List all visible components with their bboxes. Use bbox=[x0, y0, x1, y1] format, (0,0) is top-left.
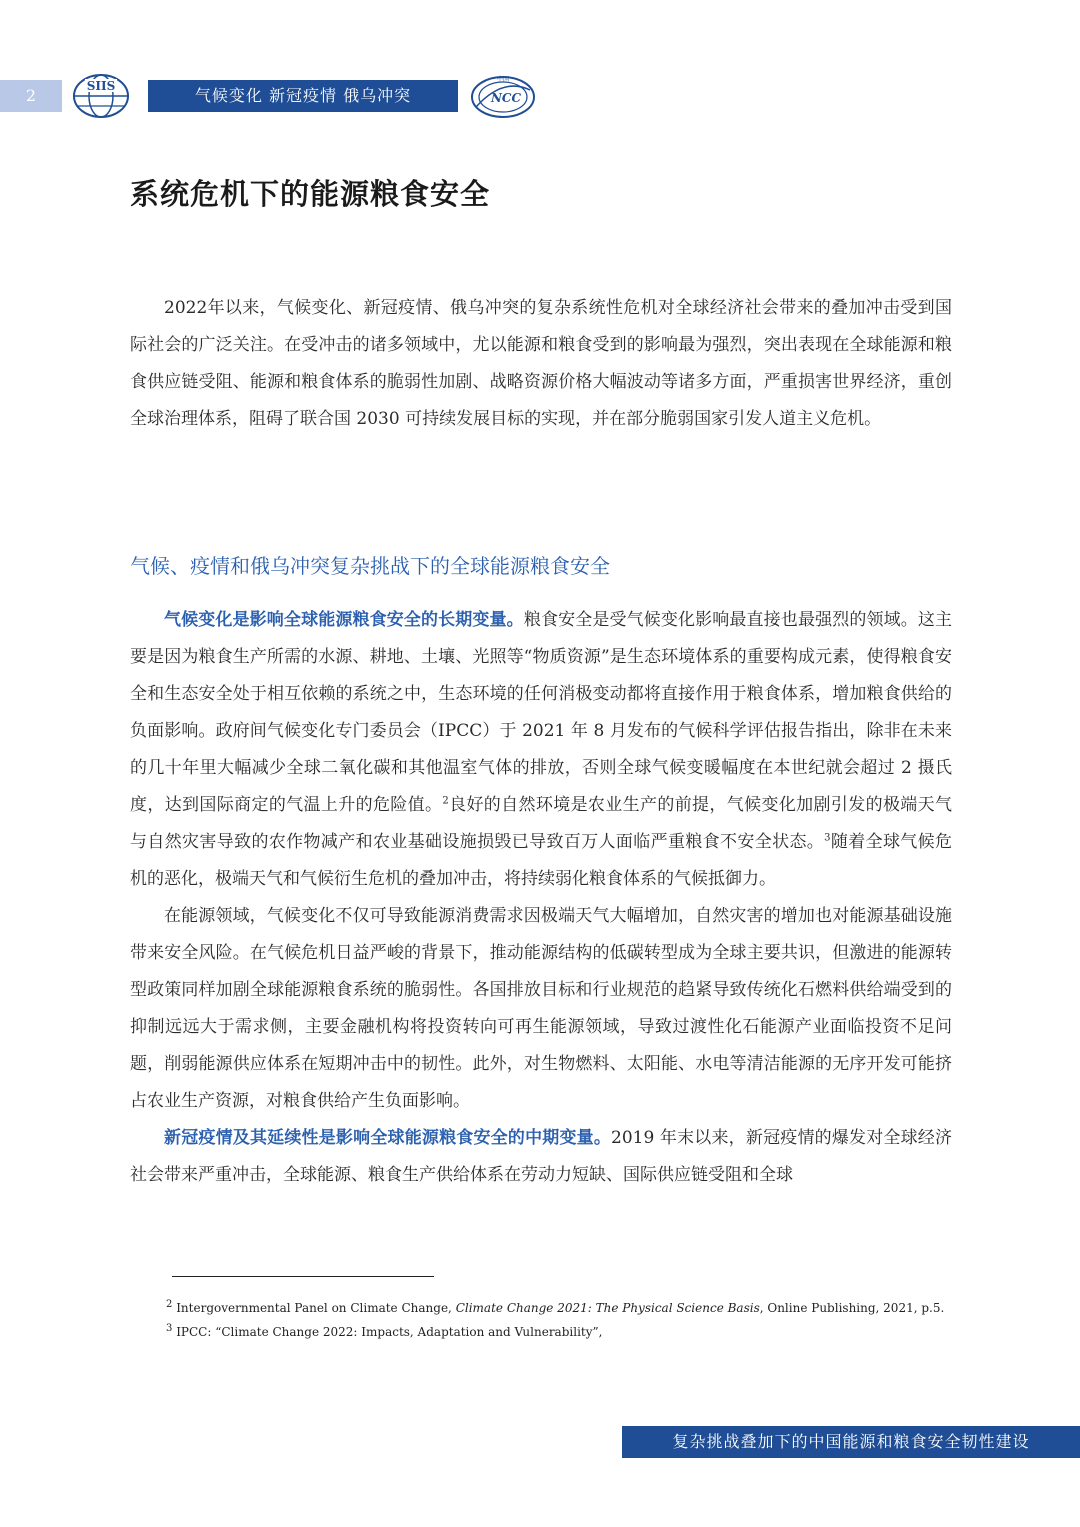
paragraph-energy: 在能源领域，气候变化不仅可导致能源消费需求因极端天气大幅增加，自然灾害的增加也对能源基础设施带来安全风险。在气候危机日益严峻的背景下，推动能源结构的低碳转型成为全球主要共识，但激进的能源转型政策同样加剧全球能源粮食系统的脆弱性。各国排放目标和行业规范的趋紧导致传统化石燃料供给端受到的抑制远远大于需求侧，主要金融机构将投资转向可再生能源领域，导致过渡性化石能源产业面临投资不足问题，削弱能源供应体系在短期冲击中的韧性。此外，对生物燃料、太阳能、水电等清洁能源的无序开发可能挤占农业生产资源，对粮食供给产生负面影响。 bbox=[130, 906, 952, 1111]
paragraph-text: 粮食安全是受气候变化影响最直接也最强烈的领域。这主要是因为粮食生产所需的水源、耕地、土壤、光照等“物质资源”是生态环境体系的重要构成元素，使得粮食安全和生态安全处于相互依赖的系统之中，生态环境的任何消极变动都将直接作用于粮食体系，增加粮食供给的负面影响。政府间气候变化专门委员会（IPCC）于 2021 年 8 月发布的气候科学评估报告指出，除非在未来的几十年里大幅减少全球二氧化碳和其他温室气体的排放，否则全球气候变暖幅度在本世纪就会超过 2 摄氏度，达到国际商定的气温上升的危险值。 bbox=[130, 610, 953, 815]
paragraph-text: 随着全球气候危机的恶化，极端天气和气候衍生危机的叠加冲击，将持续弱化粮食体系的气候抵御力。 bbox=[130, 832, 953, 889]
paragraph-covid bbox=[130, 1120, 952, 1194]
footnote-ref: 3 bbox=[824, 832, 831, 844]
ncc-logo-text: NCC bbox=[490, 91, 522, 105]
ncc-logo bbox=[468, 72, 538, 120]
siis-logo-text: SIIS bbox=[86, 79, 116, 93]
paragraph-text: 2019 年末以来，新冠疫情的爆发对全球经济社会带来严重冲击，全球能源、粮食生产供给体系在劳动力短缺、国际供应链受阻和全球 bbox=[130, 1128, 953, 1185]
footnote-text: , Online Publishing, 2021, p.5. bbox=[759, 1301, 945, 1315]
ncc-logo-top-text: 中国 bbox=[496, 76, 510, 83]
paragraph-lead: 新冠疫情及其延续性是影响全球能源粮食安全的中期变量。 bbox=[164, 1128, 612, 1148]
page-title: 系统危机下的能源粮食安全 bbox=[130, 177, 491, 211]
footnote-divider bbox=[172, 1276, 434, 1277]
footnote-title: Climate Change 2021: The Physical Science Basis bbox=[455, 1301, 760, 1315]
header-bar: 气候变化 新冠疫情 俄乌冲突 bbox=[148, 80, 458, 112]
footnote-3 bbox=[166, 1324, 602, 1340]
footnote-2 bbox=[166, 1300, 944, 1316]
paragraph-lead: 气候变化是影响全球能源粮食安全的长期变量。 bbox=[164, 610, 524, 630]
page-number: 2 bbox=[0, 80, 62, 112]
siis-logo bbox=[72, 72, 130, 120]
section-heading: 气候、疫情和俄乌冲突复杂挑战下的全球能源粮食安全 bbox=[130, 554, 610, 578]
section-body bbox=[130, 602, 952, 1194]
footnote-ref: 2 bbox=[442, 795, 449, 807]
paragraph-text: 良好的自然环境是农业生产的前提，气候变化加剧引发的极端天气与自然灾害导致的农作物减产和农业基础设施损毁已导致百万人面临严重粮食不安全状态。 bbox=[130, 795, 953, 852]
footnote-text: Intergovernmental Panel on Climate Change, bbox=[172, 1301, 456, 1315]
paragraph-climate bbox=[130, 602, 952, 898]
intro-paragraph: 2022年以来，气候变化、新冠疫情、俄乌冲突的复杂系统性危机对全球经济社会带来的叠加冲击受到国际社会的广泛关注。在受冲击的诸多领域中，尤以能源和粮食受到的影响最为强烈，突出表现在全球能源和粮食供应链受阻、能源和粮食体系的脆弱性加剧、战略资源价格大幅波动等诸多方面，严重损害世界经济，重创全球治理体系，阻碍了联合国 2030 可持续发展目标的实现，并在部分脆弱国家引发人道主义危机。 bbox=[130, 298, 952, 429]
footnote-number: 2 bbox=[166, 1299, 173, 1310]
footnote-number: 3 bbox=[166, 1323, 173, 1334]
footnote-text: IPCC: “Climate Change 2022: Impacts, Adaptation and Vulnerability”, bbox=[172, 1325, 603, 1339]
footer-bar: 复杂挑战叠加下的中国能源和粮食安全韧性建设 bbox=[622, 1426, 1080, 1458]
